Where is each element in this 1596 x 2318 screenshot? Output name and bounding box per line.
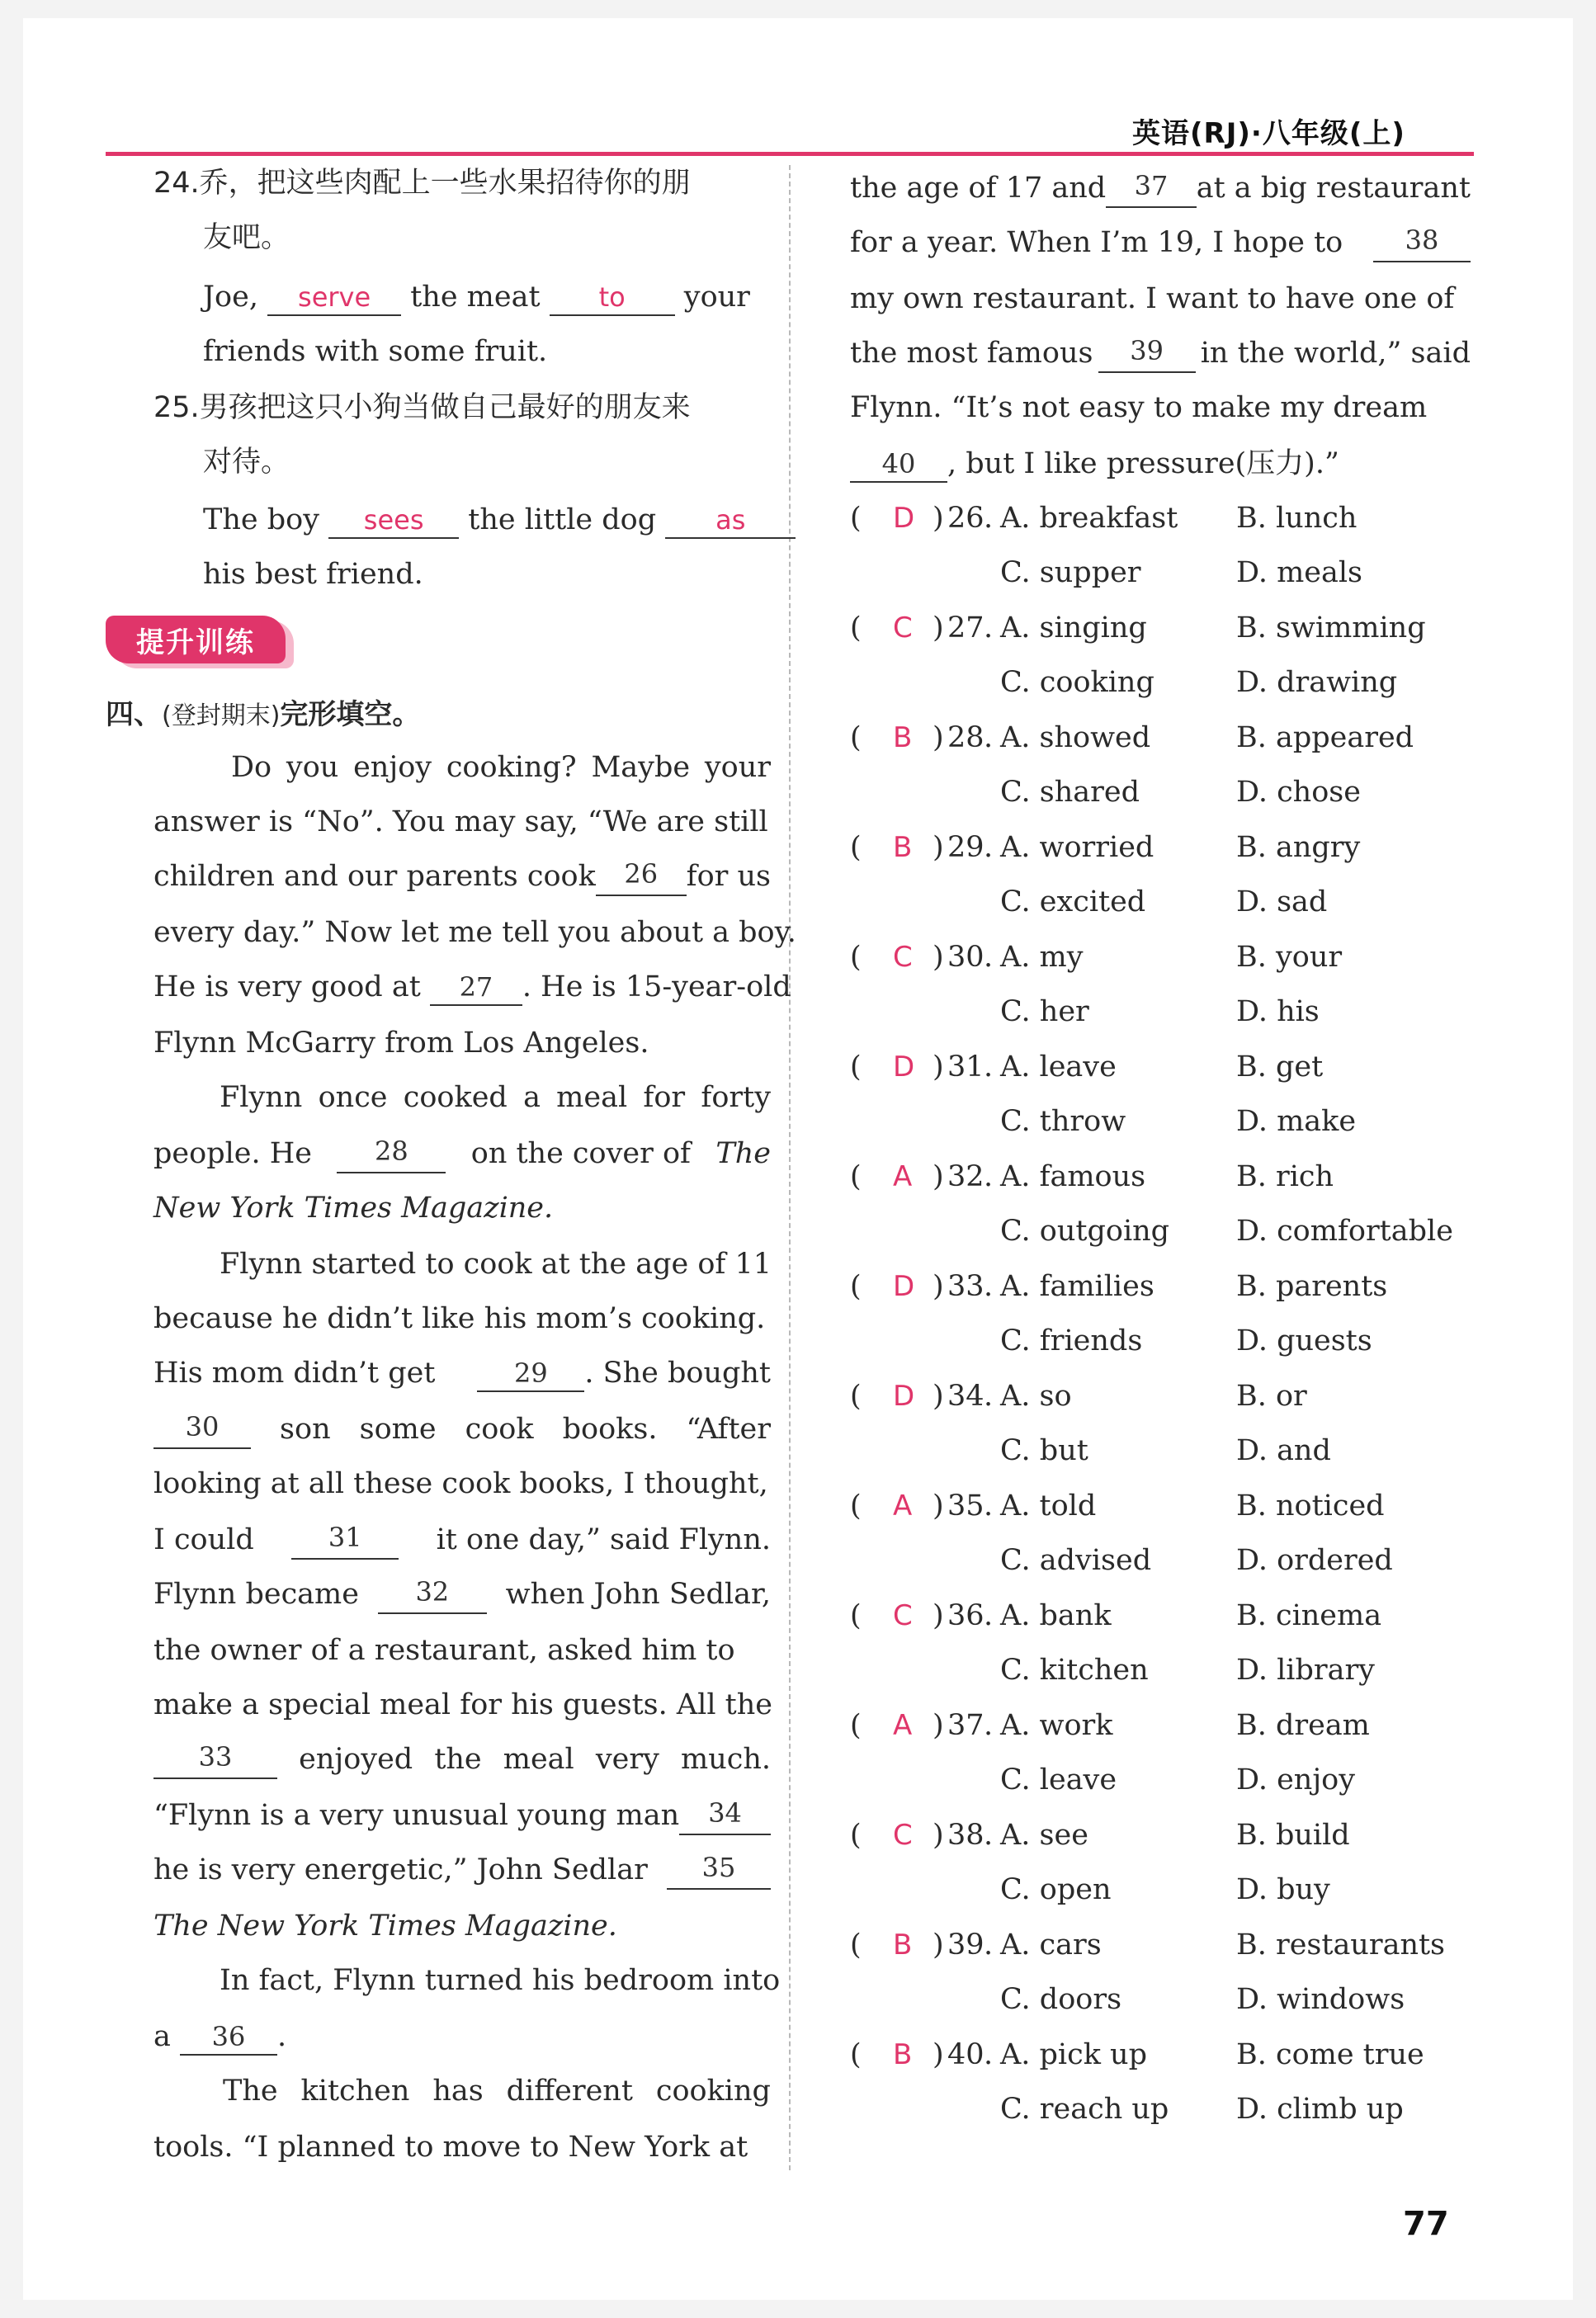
passage-line-15 [153, 1520, 771, 1560]
option-a: A. see [1000, 1819, 1088, 1852]
blank-29: 29 [477, 1356, 584, 1392]
passage-line-11: because he didn’t like his mom’s cooking. [153, 1302, 766, 1335]
option-d: D. make [1236, 1105, 1357, 1138]
option-a: A. my [1000, 941, 1084, 974]
text: He is very good at [153, 970, 421, 1003]
word: very [595, 1743, 659, 1776]
question-number: 33 [947, 1270, 985, 1303]
answer-letter: B [893, 831, 913, 864]
answer-paren-open: ( [850, 1160, 862, 1193]
option-b: B. your [1236, 941, 1343, 974]
option-d: D. chose [1236, 776, 1361, 809]
option-b: B. get [1236, 1050, 1324, 1083]
answer-letter: A [893, 1160, 913, 1193]
passage-line-18: make a special meal for his guests. All the [153, 1688, 772, 1721]
item-25-answer1: sees [328, 503, 459, 539]
answer-paren-close: ) [933, 831, 944, 864]
answer-paren-open: ( [850, 1929, 862, 1962]
item-25-english [203, 500, 796, 540]
option-c: C. advised [1000, 1544, 1152, 1577]
question-number: 36 [947, 1599, 985, 1632]
word: you [286, 751, 339, 784]
text: . He is 15-year-old [522, 970, 791, 1003]
option-d: D. buy [1236, 1873, 1330, 1906]
passage-line-20 [153, 1796, 771, 1835]
answer-paren-open: ( [850, 502, 862, 535]
passage-line-5 [153, 967, 791, 1007]
word: cook [465, 1413, 534, 1446]
option-a: A. work [1000, 1709, 1113, 1742]
blank-31: 31 [291, 1520, 399, 1560]
answer-paren-close: ) [933, 502, 944, 535]
answer-paren-close: ) [933, 1929, 944, 1962]
answer-paren-close: ) [933, 1160, 944, 1193]
option-c: C. supper [1000, 556, 1141, 589]
word: the [434, 1743, 482, 1776]
option-d: D. sad [1236, 885, 1328, 918]
passage-line-17: the owner of a restaurant, asked him to [153, 1634, 735, 1667]
text: His mom didn’t get [153, 1357, 436, 1390]
option-a: A. pick up [1000, 2038, 1148, 2071]
passage-line-4: every day.” Now let me tell you about a boy. [153, 916, 796, 949]
option-a: A. breakfast [1000, 502, 1178, 535]
answer-paren-close: ) [933, 941, 944, 974]
answer-letter: C [893, 1599, 913, 1632]
column-divider [789, 165, 791, 2170]
word: books. [562, 1413, 658, 1446]
text: . [277, 2020, 287, 2053]
option-b: B. restaurants [1236, 1929, 1446, 1962]
question-dot: . [984, 1160, 994, 1193]
question-dot: . [984, 1599, 994, 1632]
item-25-number: 25. [153, 391, 200, 424]
blank-36: 36 [180, 2019, 277, 2056]
question-dot: . [984, 1489, 994, 1523]
question-number: 27 [947, 611, 985, 644]
item-24-answer1: serve [267, 280, 401, 316]
item-25-english-line2: his best friend. [203, 558, 423, 591]
blank-33: 33 [153, 1740, 277, 1779]
word: meal [503, 1743, 574, 1776]
option-b: B. or [1236, 1380, 1307, 1413]
option-c: C. cooking [1000, 666, 1155, 699]
magazine-title-part: The [715, 1137, 771, 1170]
question-number: 38 [947, 1819, 985, 1852]
answer-letter: D [893, 1270, 915, 1303]
question-dot: . [984, 1709, 994, 1742]
option-d: D. meals [1236, 556, 1362, 589]
word: meal [556, 1081, 628, 1114]
question-dot: . [984, 1819, 994, 1852]
text: a [153, 2020, 171, 2053]
blank-30: 30 [153, 1409, 251, 1449]
item-24-answer2: to [550, 280, 675, 316]
question-dot: . [984, 1929, 994, 1962]
text: for a year. When I’m 19, I hope to [850, 226, 1343, 259]
option-d: D. drawing [1236, 666, 1398, 699]
item-24-en-mid: the meat [410, 281, 541, 314]
answer-paren-open: ( [850, 1380, 862, 1413]
text: I could [153, 1523, 254, 1556]
question-number: 39 [947, 1929, 985, 1962]
blank-38: 38 [1373, 223, 1471, 262]
passage-right-line-2 [850, 223, 1471, 262]
question-number: 26 [947, 502, 985, 535]
option-a: A. bank [1000, 1599, 1112, 1632]
passage-line-1 [231, 748, 771, 787]
option-a: A. showed [1000, 721, 1151, 754]
option-c: C. outgoing [1000, 1215, 1170, 1248]
question-number: 30 [947, 941, 985, 974]
answer-paren-close: ) [933, 2038, 944, 2071]
word: enjoyed [299, 1743, 413, 1776]
passage-right-line-5: Flynn. “It’s not easy to make my dream [850, 391, 1428, 424]
passage-line-9: New York Times Magazine. [153, 1192, 554, 1225]
passage-line-25 [223, 2071, 771, 2111]
word: enjoy [353, 751, 432, 784]
word: cooked [403, 1081, 508, 1114]
option-a: A. so [1000, 1380, 1072, 1413]
option-a: A. singing [1000, 611, 1147, 644]
text: people. He [153, 1137, 312, 1170]
option-c: C. friends [1000, 1324, 1143, 1357]
word: has [432, 2075, 484, 2108]
text: the most famous [850, 337, 1093, 370]
option-c: C. kitchen [1000, 1654, 1149, 1687]
passage-line-22: The New York Times Magazine. [153, 1910, 617, 1943]
answer-letter: D [893, 1380, 915, 1413]
option-d: D. climb up [1236, 2093, 1404, 2126]
blank-26: 26 [596, 857, 687, 896]
option-a: A. families [1000, 1270, 1155, 1303]
section-number: 四、 [106, 698, 162, 731]
word: “After [686, 1413, 771, 1446]
question-number: 32 [947, 1160, 985, 1193]
passage-right-line-1 [850, 168, 1471, 208]
item-25-chinese-line1: 男孩把这只小狗当做自己最好的朋友来 [199, 391, 691, 424]
option-b: B. cinema [1236, 1599, 1382, 1632]
item-24-english [203, 277, 750, 317]
text: when John Sedlar, [505, 1578, 771, 1611]
passage-line-24 [153, 2017, 286, 2056]
word: for [643, 1081, 686, 1114]
text: . She bought [584, 1357, 771, 1390]
text: “Flynn is a very unusual young man [153, 1799, 680, 1832]
word: once [318, 1081, 388, 1114]
item-25-en-start: The boy [203, 503, 319, 536]
answer-letter: A [893, 1709, 913, 1742]
answer-paren-open: ( [850, 611, 862, 644]
passage-line-13 [153, 1409, 771, 1449]
option-c: C. doors [1000, 1983, 1122, 2016]
question-dot: . [984, 1380, 994, 1413]
question-dot: . [984, 831, 994, 864]
answer-paren-close: ) [933, 1489, 944, 1523]
answer-paren-open: ( [850, 1599, 862, 1632]
option-c: C. excited [1000, 885, 1146, 918]
answer-paren-open: ( [850, 1489, 862, 1523]
word: The [223, 2075, 278, 2108]
option-d: D. library [1236, 1654, 1375, 1687]
passage-line-23: In fact, Flynn turned his bedroom into [220, 1964, 781, 1997]
word: son [280, 1413, 331, 1446]
item-25-chinese-line2: 对待。 [203, 446, 290, 479]
item-25-chinese [153, 388, 771, 427]
passage-line-14: looking at all these cook books, I thought, [153, 1467, 768, 1500]
answer-letter: C [893, 941, 913, 974]
passage-line-10: Flynn started to cook at the age of 11 [220, 1248, 772, 1281]
answer-paren-close: ) [933, 721, 944, 754]
option-d: D. enjoy [1236, 1763, 1356, 1796]
passage-right-line-4 [850, 333, 1471, 373]
item-24-chinese [153, 163, 771, 203]
option-c: C. open [1000, 1873, 1112, 1906]
header-title: 英语(RJ)·八年级(上) [1132, 117, 1405, 150]
page-number: 77 [1403, 2205, 1449, 2243]
passage-line-26: tools. “I planned to move to New York at [153, 2131, 748, 2164]
word: a [523, 1081, 541, 1114]
blank-35: 35 [667, 1850, 771, 1890]
question-dot: . [984, 2038, 994, 2071]
question-number: 37 [947, 1709, 985, 1742]
option-d: D. ordered [1236, 1544, 1393, 1577]
option-b: B. build [1236, 1819, 1350, 1852]
passage-line-6: Flynn McGarry from Los Angeles. [153, 1027, 649, 1060]
word: much. [681, 1743, 771, 1776]
text: he is very energetic,” John Sedlar [153, 1853, 648, 1886]
answer-paren-open: ( [850, 1270, 862, 1303]
passage-line-3 [153, 857, 771, 896]
item-25-en-mid: the little dog [468, 503, 657, 536]
text: , but I like pressure(压力).” [947, 447, 1339, 480]
option-b: B. angry [1236, 831, 1361, 864]
section-source: (登封期末) [162, 701, 281, 730]
answer-paren-close: ) [933, 1050, 944, 1083]
word: cooking? [446, 751, 577, 784]
practice-badge: 提升训练 [106, 616, 286, 663]
question-number: 28 [947, 721, 985, 754]
question-dot: . [984, 502, 994, 535]
option-c: C. leave [1000, 1763, 1117, 1796]
item-24-chinese-line1: 乔，把这些肉配上一些水果招待你的朋 [199, 167, 691, 200]
option-a: A. worried [1000, 831, 1155, 864]
blank-27: 27 [430, 970, 522, 1006]
passage-line-8 [153, 1134, 771, 1173]
item-24-chinese-line2: 友吧。 [203, 221, 290, 254]
text: at a big restaurant [1196, 172, 1471, 205]
header-rule [106, 152, 1474, 156]
option-b: B. dream [1236, 1709, 1370, 1742]
question-dot: . [984, 941, 994, 974]
option-b: B. come true [1236, 2038, 1424, 2071]
blank-37: 37 [1106, 168, 1197, 208]
question-number: 35 [947, 1489, 985, 1523]
answer-paren-open: ( [850, 2038, 862, 2071]
option-a: A. cars [1000, 1929, 1102, 1962]
option-d: D. comfortable [1236, 1215, 1453, 1248]
word: different [506, 2075, 633, 2108]
option-c: C. her [1000, 995, 1089, 1028]
item-24-number: 24. [153, 167, 200, 200]
text: on the cover of [470, 1137, 691, 1170]
text: for us [686, 860, 771, 893]
text: it one day,” said Flynn. [436, 1523, 771, 1556]
answer-paren-open: ( [850, 941, 862, 974]
option-a: A. leave [1000, 1050, 1117, 1083]
word: your [704, 751, 771, 784]
question-number: 31 [947, 1050, 985, 1083]
option-b: B. appeared [1236, 721, 1414, 754]
word: Flynn [220, 1081, 303, 1114]
answer-paren-close: ) [933, 611, 944, 644]
passage-line-7 [220, 1078, 771, 1117]
passage-right-line-6 [850, 444, 1339, 484]
text: Flynn became [153, 1578, 359, 1611]
text: the age of 17 and [850, 172, 1107, 205]
passage-line-19 [153, 1740, 771, 1779]
option-c: C. reach up [1000, 2093, 1169, 2126]
word: Do [231, 751, 272, 784]
question-dot: . [984, 611, 994, 644]
passage-line-16 [153, 1574, 771, 1614]
answer-letter: D [893, 1050, 915, 1083]
question-dot: . [984, 721, 994, 754]
answer-letter: B [893, 1929, 913, 1962]
option-b: B. swimming [1236, 611, 1426, 644]
question-dot: . [984, 1050, 994, 1083]
word: Maybe [591, 751, 691, 784]
answer-paren-open: ( [850, 1819, 862, 1852]
text: in the world,” said [1200, 337, 1471, 370]
word: some [359, 1413, 437, 1446]
blank-28: 28 [337, 1134, 446, 1173]
passage-right-line-3: my own restaurant. I want to have one of [850, 282, 1455, 315]
blank-34: 34 [679, 1796, 771, 1835]
answer-paren-open: ( [850, 1709, 862, 1742]
option-d: D. his [1236, 995, 1320, 1028]
passage-line-12 [153, 1353, 771, 1393]
blank-32: 32 [378, 1574, 487, 1614]
blank-39: 39 [1098, 333, 1196, 373]
option-d: D. and [1236, 1434, 1331, 1467]
answer-letter: C [893, 611, 913, 644]
answer-paren-close: ) [933, 1819, 944, 1852]
section-heading [106, 695, 420, 736]
option-b: B. noticed [1236, 1489, 1385, 1523]
question-number: 29 [947, 831, 985, 864]
option-d: D. guests [1236, 1324, 1372, 1357]
section-title: 完形填空。 [280, 698, 421, 731]
answer-paren-open: ( [850, 1050, 862, 1083]
word: cooking [655, 2075, 771, 2108]
word: kitchen [300, 2075, 410, 2108]
answer-letter: C [893, 1819, 913, 1852]
text: children and our parents cook [153, 860, 596, 893]
answer-paren-close: ) [933, 1270, 944, 1303]
question-dot: . [984, 1270, 994, 1303]
question-number: 34 [947, 1380, 985, 1413]
item-24-en-end: your [683, 281, 750, 314]
option-c: C. but [1000, 1434, 1088, 1467]
question-number: 40 [947, 2038, 985, 2071]
item-24-english-line2: friends with some fruit. [203, 335, 548, 368]
option-c: C. throw [1000, 1105, 1126, 1138]
passage-line-21 [153, 1850, 771, 1890]
option-a: A. told [1000, 1489, 1097, 1523]
option-b: B. parents [1236, 1270, 1388, 1303]
option-d: D. windows [1236, 1983, 1405, 2016]
option-a: A. famous [1000, 1160, 1146, 1193]
item-24-en-start: Joe, [203, 281, 258, 314]
answer-letter: D [893, 502, 915, 535]
answer-letter: A [893, 1489, 913, 1523]
answer-paren-open: ( [850, 831, 862, 864]
passage-line-2: answer is “No”. You may say, “We are still [153, 805, 768, 838]
answer-paren-close: ) [933, 1599, 944, 1632]
answer-paren-close: ) [933, 1709, 944, 1742]
option-b: B. rich [1236, 1160, 1334, 1193]
answer-paren-open: ( [850, 721, 862, 754]
blank-40: 40 [850, 446, 947, 483]
option-b: B. lunch [1236, 502, 1358, 535]
item-25-answer2: as [665, 503, 796, 539]
answer-letter: B [893, 2038, 913, 2071]
word: forty [701, 1081, 771, 1114]
option-c: C. shared [1000, 776, 1140, 809]
answer-paren-close: ) [933, 1380, 944, 1413]
answer-letter: B [893, 721, 913, 754]
